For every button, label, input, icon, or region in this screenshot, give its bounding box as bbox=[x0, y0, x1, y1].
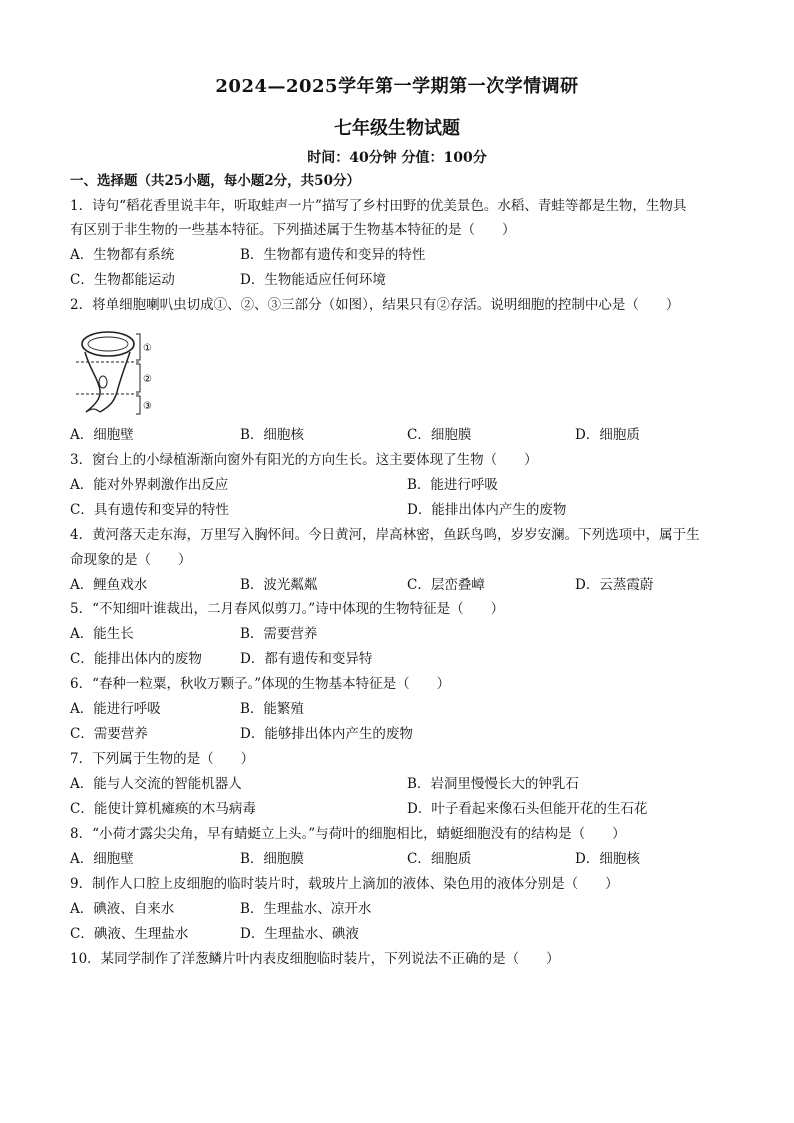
question-7-option-d[interactable]: D．叶子看起来像石头但能开花的生石花 bbox=[407, 801, 648, 817]
exam-meta: 时间：40分钟 分值：100分 bbox=[307, 150, 487, 166]
question-4-option-d[interactable]: D．云蒸霞蔚 bbox=[575, 577, 654, 593]
question-5-stem: 5．“不知细叶谁裁出，二月春风似剪刀。”诗中体现的生物特征是（ ） bbox=[70, 601, 505, 617]
question-5-option-c[interactable]: C．能排出体内的废物 bbox=[70, 651, 202, 667]
question-1-stem-line-1: 1．诗句“稻花香里说丰年，听取蛙声一片”描写了乡村田野的优美景色。水稻、青蛙等都是生物，生物具 bbox=[70, 198, 687, 214]
question-5-option-b[interactable]: B．需要营养 bbox=[240, 626, 318, 642]
question-3-stem: 3．窗台上的小绿植渐渐向窗外有阳光的方向生长。这主要体现了生物（ ） bbox=[70, 452, 538, 468]
question-4-option-a[interactable]: A．鲤鱼戏水 bbox=[70, 577, 148, 593]
section-heading: 一、选择题（共25小题，每小题2分，共50分） bbox=[70, 173, 360, 189]
question-7-option-a[interactable]: A．能与人交流的智能机器人 bbox=[70, 776, 242, 792]
question-1-option-a[interactable]: A．生物都有系统 bbox=[70, 247, 175, 263]
question-2-option-a[interactable]: A．细胞壁 bbox=[70, 427, 134, 443]
question-3-option-a[interactable]: A．能对外界刺激作出反应 bbox=[70, 477, 229, 493]
question-8-stem: 8．“小荷才露尖尖角，早有蜻蜓立上头。”与荷叶的细胞相比，蜻蜓细胞没有的结构是（ ） bbox=[70, 826, 626, 842]
question-8-option-a[interactable]: A．细胞壁 bbox=[70, 851, 134, 867]
trumpet-protozoan-figure bbox=[70, 322, 165, 418]
question-2-stem: 2．将单细胞喇叭虫切成①、②、③三部分（如图），结果只有②存活。说明细胞的控制中心是（ ） bbox=[70, 297, 680, 313]
question-6-option-c[interactable]: C．需要营养 bbox=[70, 726, 148, 742]
figure-label-2: ② bbox=[143, 374, 152, 385]
question-7-option-c[interactable]: C．能使计算机瘫痪的木马病毒 bbox=[70, 801, 256, 817]
question-9-option-a[interactable]: A．碘液、自来水 bbox=[70, 901, 175, 917]
question-1-option-d[interactable]: D．生物能适应任何环境 bbox=[240, 272, 386, 288]
question-6-option-b[interactable]: B．能繁殖 bbox=[240, 701, 304, 717]
question-8-option-c[interactable]: C．细胞质 bbox=[407, 851, 472, 867]
question-4-option-b[interactable]: B．波光粼粼 bbox=[240, 577, 318, 593]
question-1-option-c[interactable]: C．生物都能运动 bbox=[70, 272, 175, 288]
question-3-option-d[interactable]: D．能排出体内产生的废物 bbox=[407, 502, 567, 518]
exam-subtitle: 七年级生物试题 bbox=[334, 118, 460, 139]
figure-label-3: ③ bbox=[143, 401, 152, 412]
question-1-option-b[interactable]: B．生物都有遗传和变异的特性 bbox=[240, 247, 426, 263]
question-4-option-c[interactable]: C．层峦叠嶂 bbox=[407, 577, 485, 593]
question-1-stem-line-2: 有区别于非生物的一些基本特征。下列描述属于生物基本特征的是（ ） bbox=[70, 222, 516, 238]
question-6-option-a[interactable]: A．能进行呼吸 bbox=[70, 701, 161, 717]
question-3-option-b[interactable]: B．能进行呼吸 bbox=[407, 477, 498, 493]
question-5-option-d[interactable]: D．都有遗传和变异特 bbox=[240, 651, 373, 667]
question-3-option-c[interactable]: C．具有遗传和变异的特性 bbox=[70, 502, 229, 518]
question-10-stem: 10．某同学制作了洋葱鳞片叶内表皮细胞临时装片，下列说法不正确的是（ ） bbox=[70, 951, 560, 967]
question-9-option-c[interactable]: C．碘液、生理盐水 bbox=[70, 926, 189, 942]
question-4-stem-line-1: 4．黄河落天走东海，万里写入胸怀间。今日黄河，岸高林密，鱼跃鸟鸣，岁岁安澜。下列选项中，属于生 bbox=[70, 527, 700, 543]
exam-title: 2024—2025学年第一学期第一次学情调研 bbox=[215, 76, 579, 97]
question-2-option-c[interactable]: C．细胞膜 bbox=[407, 427, 472, 443]
question-4-stem-line-2: 命现象的是（ ） bbox=[70, 552, 192, 568]
question-8-option-d[interactable]: D．细胞核 bbox=[575, 851, 640, 867]
question-9-option-b[interactable]: B．生理盐水、凉开水 bbox=[240, 901, 372, 917]
question-9-option-d[interactable]: D．生理盐水、碘液 bbox=[240, 926, 359, 942]
question-7-option-b[interactable]: B．岩洞里慢慢长大的钟乳石 bbox=[407, 776, 579, 792]
question-2-option-b[interactable]: B．细胞核 bbox=[240, 427, 304, 443]
question-8-option-b[interactable]: B．细胞膜 bbox=[240, 851, 304, 867]
question-2-option-d[interactable]: D．细胞质 bbox=[575, 427, 640, 443]
question-6-stem: 6．“春种一粒粟，秋收万颗子。”体现的生物基本特征是（ ） bbox=[70, 676, 451, 692]
question-9-stem: 9．制作人口腔上皮细胞的临时装片时，载玻片上滴加的液体、染色用的液体分别是（ ） bbox=[70, 876, 619, 892]
question-5-option-a[interactable]: A．能生长 bbox=[70, 626, 134, 642]
question-6-option-d[interactable]: D．能够排出体内产生的废物 bbox=[240, 726, 413, 742]
question-7-stem: 7．下列属于生物的是（ ） bbox=[70, 751, 255, 767]
figure-label-1: ① bbox=[143, 343, 152, 354]
